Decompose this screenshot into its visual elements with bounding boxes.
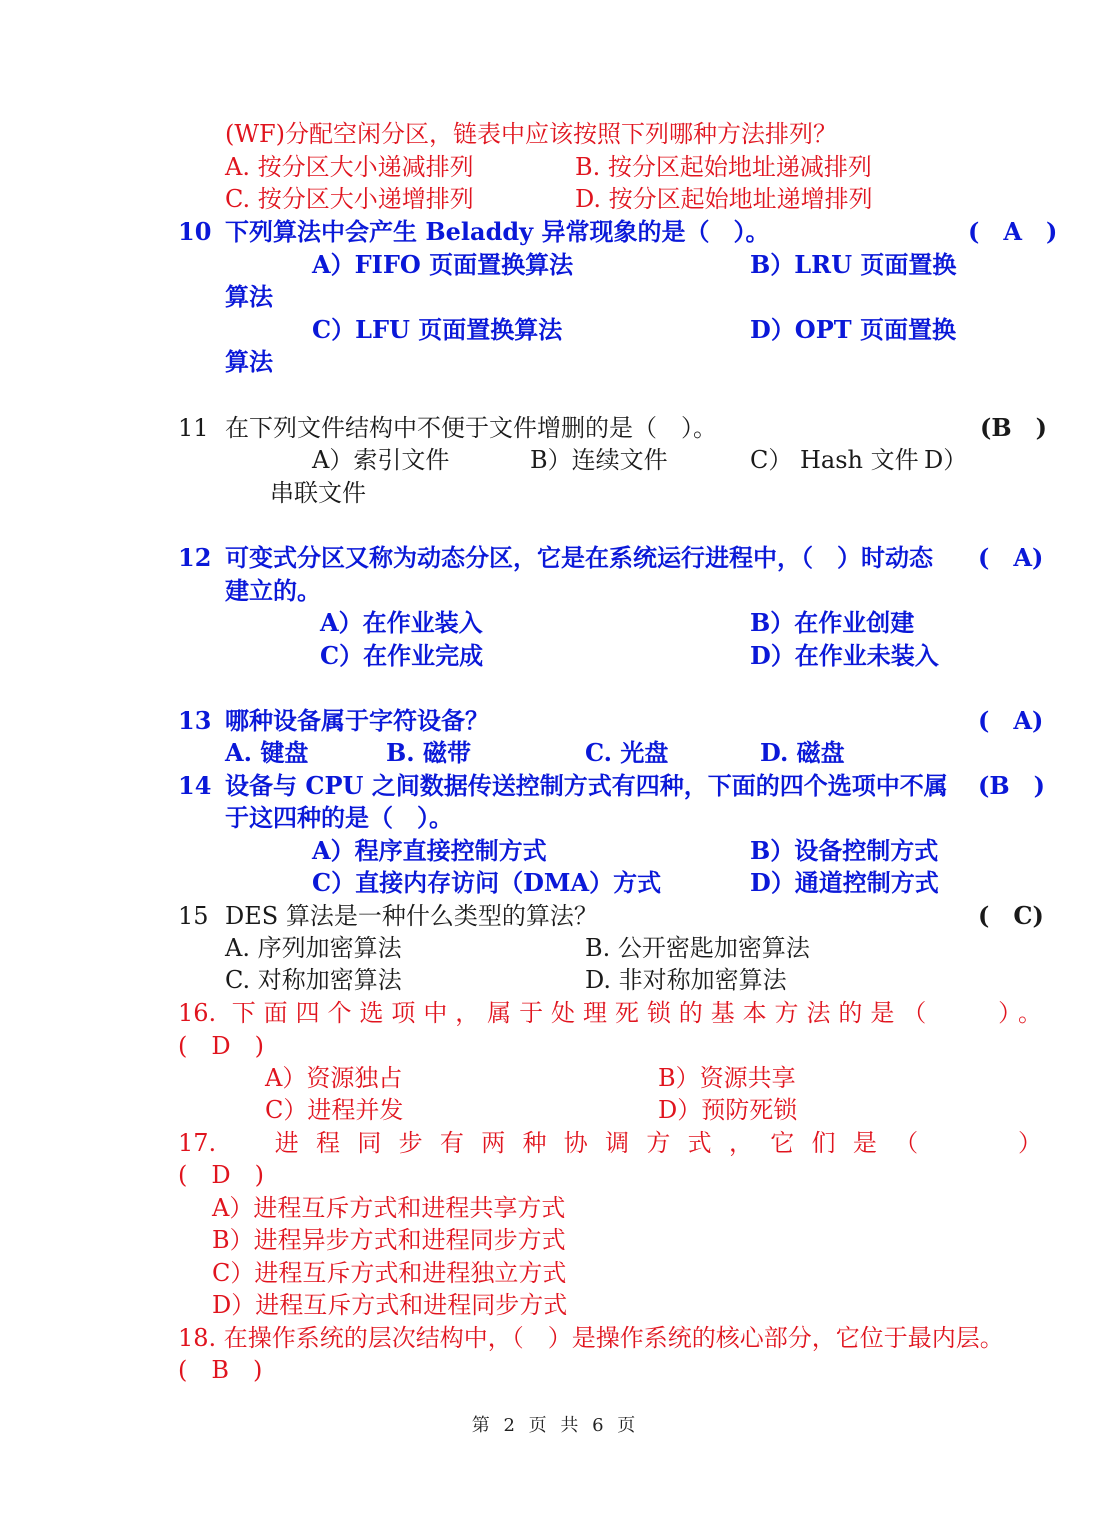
q13-option-a: A. 键盘 [225,738,309,767]
q12-question: 可变式分区又称为动态分区，它是在系统运行进程中，（ ）时动态 [225,543,933,572]
q11-option-d-continuation: 串联文件 [270,479,366,507]
q18-answer: ( B ) [178,1356,263,1384]
q15-option-c: C. 对称加密算法 [225,966,402,994]
q16-option-d: D）预防死锁 [658,1096,798,1124]
q10-number: 10 [178,217,212,246]
q14-option-a: A）程序直接控制方式 [312,836,547,865]
q11-option-c: C） Hash 文件 [750,446,919,474]
q11-number: 11 [178,414,209,442]
q9-option-b: B. 按分区起始地址递减排列 [575,153,872,181]
q15-question: DES 算法是一种什么类型的算法？ [225,902,598,930]
q14-option-b: B）设备控制方式 [750,836,939,865]
q14-question-continuation: 于这四种的是（ ）。 [225,803,453,832]
q15-option-b: B. 公开密匙加密算法 [585,934,810,962]
q11-option-a: A）索引文件 [312,446,450,474]
q16-option-a: A）资源独占 [265,1064,403,1092]
q17-option-b: B）进程异步方式和进程同步方式 [212,1226,566,1254]
q17-option-c: C）进程互斥方式和进程独立方式 [212,1259,567,1287]
q10-option-c: C）LFU 页面置换算法 [312,315,563,344]
q16-option-c: C）进程并发 [265,1096,404,1124]
q15-number: 15 [178,902,209,930]
q14-option-c: C）直接内存访问（DMA）方式 [312,868,662,897]
q17-option-d: D）进程互斥方式和进程同步方式 [212,1291,568,1319]
q14-answer: (B ) [978,771,1045,800]
q13-question: 哪种设备属于字符设备？ [225,706,489,735]
q12-option-b: B）在作业创建 [750,608,915,637]
q14-question: 设备与 CPU 之间数据传送控制方式有四种，下面的四个选项中不属 [225,771,948,800]
q13-option-d: D. 磁盘 [760,738,845,767]
q17-answer: ( D ) [178,1161,264,1189]
q12-option-c: C）在作业完成 [320,641,484,670]
q13-option-b: B. 磁带 [386,738,471,767]
q10-question: 下列算法中会产生 Beladdy 异常现象的是（ ）。 [225,217,770,246]
q17-option-a: A）进程互斥方式和进程共享方式 [212,1194,566,1222]
q11-option-b: B）连续文件 [530,446,668,474]
q13-answer: ( A) [978,706,1044,735]
q10-option-a: A）FIFO 页面置换算法 [312,250,574,279]
q18-question: 18. 在操作系统的层次结构中，（ ）是操作系统的核心部分，它位于最内层。 [178,1324,1004,1352]
q16-answer: ( D ) [178,1032,264,1060]
q14-number: 14 [178,771,212,800]
q13-number: 13 [178,706,212,735]
q11-option-d: D） [924,446,968,474]
q12-number: 12 [178,543,212,572]
q10-option-b-continuation: 算法 [225,282,273,311]
q17-question: 17. 进程同步有两种协调方式，它们是（ ） [178,1129,1042,1157]
q9-option-d: D. 按分区起始地址递增排列 [575,185,873,213]
q16-option-b: B）资源共享 [658,1064,796,1092]
q9-stem-continuation: (WF)分配空闲分区，链表中应该按照下列哪种方法排列？ [225,120,838,148]
q16-question: 16. 下面四个选项中，属于处理死锁的基本方法的是（ ）。 [178,999,1042,1027]
q11-answer: (B ) [980,413,1047,442]
q12-option-d: D）在作业未装入 [750,641,939,670]
q11-question: 在下列文件结构中不便于文件增删的是（ ）。 [225,414,717,442]
q12-option-a: A）在作业装入 [320,608,483,637]
q15-option-a: A. 序列加密算法 [225,934,402,962]
q15-answer: ( C) [978,901,1044,930]
q10-option-b: B）LRU 页面置换 [750,250,957,279]
page-footer: 第 2 页 共 6 页 [471,1415,640,1436]
q12-answer: ( A) [978,543,1044,572]
q10-answer: ( A ) [968,217,1058,246]
q9-option-c: C. 按分区大小递增排列 [225,185,474,213]
q10-option-d: D）OPT 页面置换 [750,315,956,344]
q15-option-d: D. 非对称加密算法 [585,966,787,994]
q10-option-d-continuation: 算法 [225,347,273,376]
q9-option-a: A. 按分区大小递减排列 [225,153,474,181]
q13-option-c: C. 光盘 [585,738,669,767]
q12-question-continuation: 建立的。 [225,576,321,605]
q14-option-d: D）通道控制方式 [750,868,939,897]
